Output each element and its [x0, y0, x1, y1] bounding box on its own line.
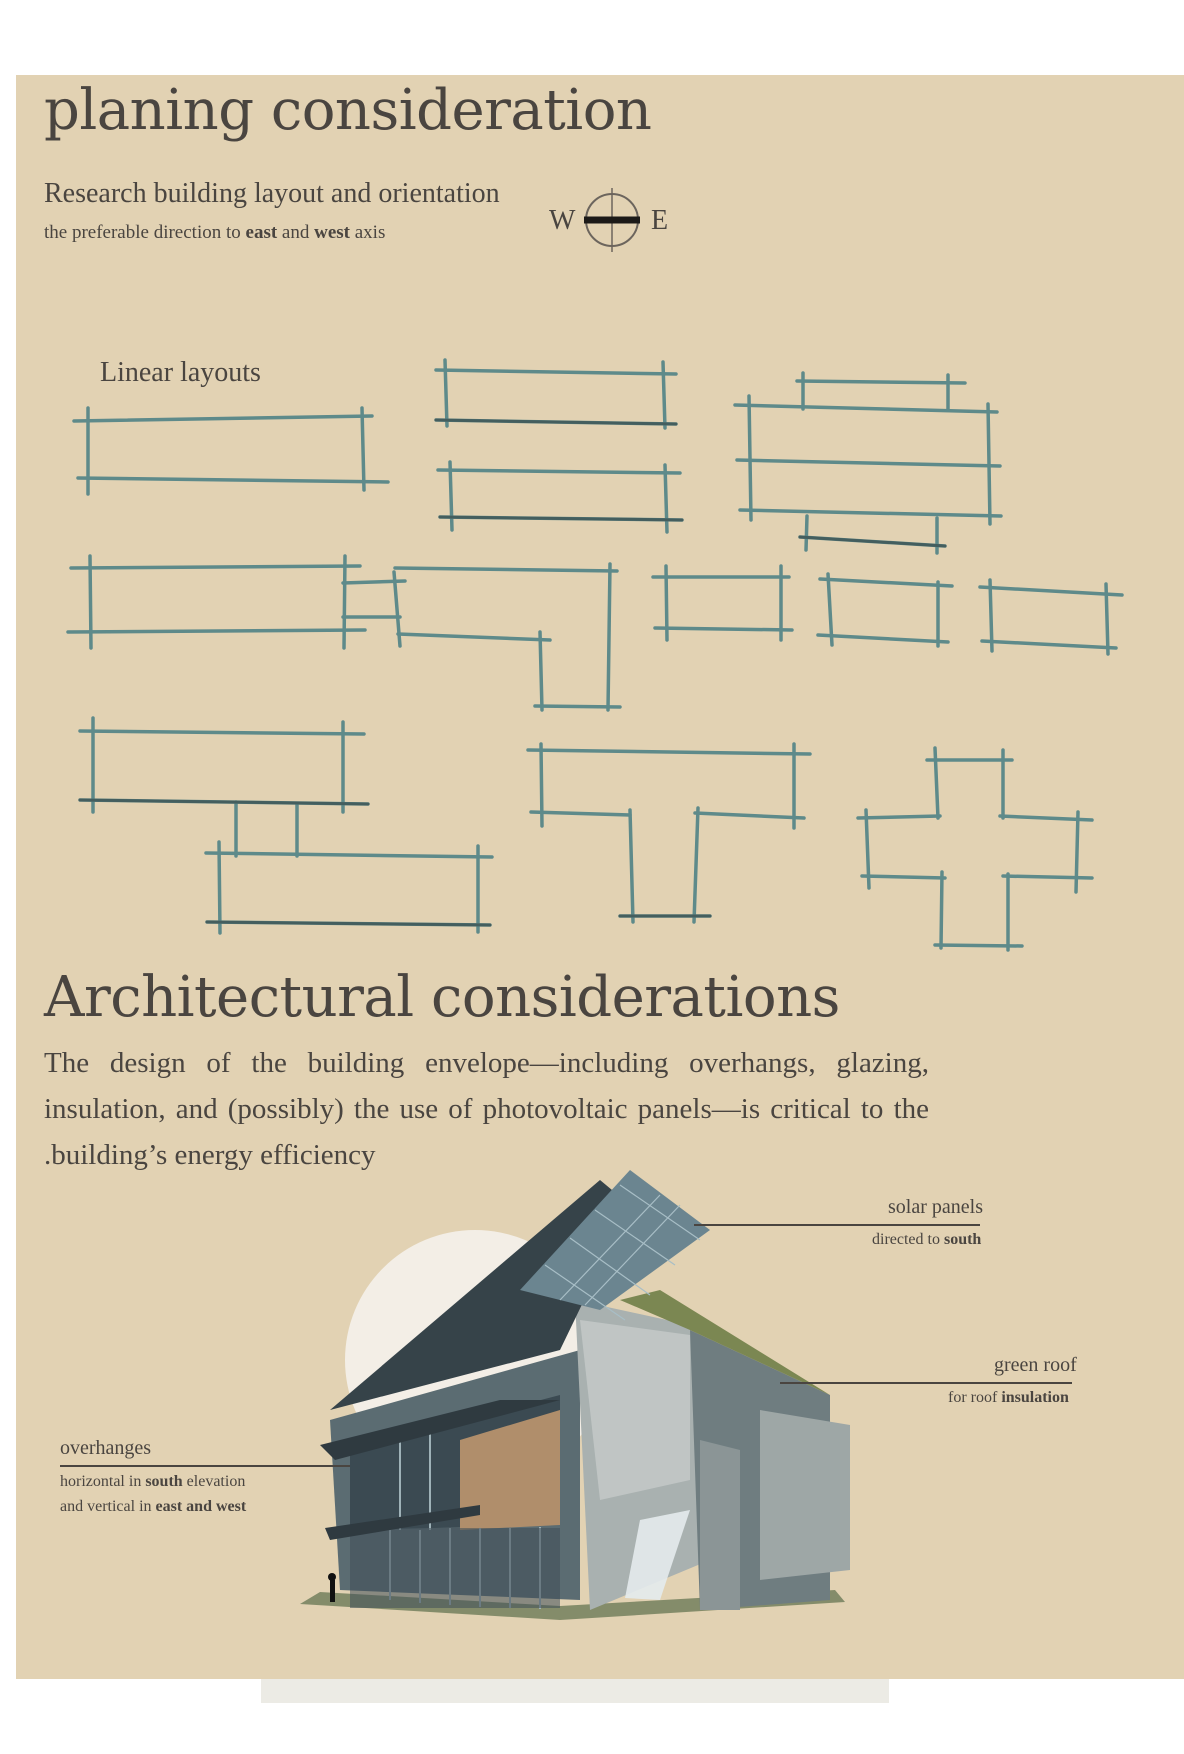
compass-west-label: W	[549, 205, 576, 236]
solar-sublabel: directed to south	[872, 1231, 982, 1248]
architecture-paragraph: The design of the building envelope—including overhangs, glazing, insulation, and (possibly) the use of photovoltaic panels—is critical to the .building’s energy efficiency	[44, 1047, 929, 1171]
architecture-title: Architectural considerations	[44, 965, 840, 1030]
solar-leader-line	[694, 1224, 980, 1226]
layouts-title: Linear layouts	[100, 357, 261, 388]
green-roof-label: green roof	[994, 1354, 1077, 1376]
overhangs-sublabel-1: horizontal in south elevation	[60, 1473, 246, 1490]
overhangs-sublabel-2: and vertical in east and west	[60, 1498, 247, 1515]
green-roof-leader-line	[780, 1382, 1072, 1384]
compass-east-label: E	[651, 205, 669, 236]
overhangs-leader-line	[60, 1465, 350, 1467]
green-roof-sublabel: for roof insulation	[948, 1389, 1069, 1406]
overhangs-label: overhanges	[60, 1437, 152, 1459]
solar-label: solar panels	[888, 1196, 983, 1218]
research-subtitle: the preferable direction to east and west axis	[44, 222, 386, 243]
page-title: planing consideration	[44, 78, 652, 143]
research-title: Research building layout and orientation	[44, 178, 500, 209]
